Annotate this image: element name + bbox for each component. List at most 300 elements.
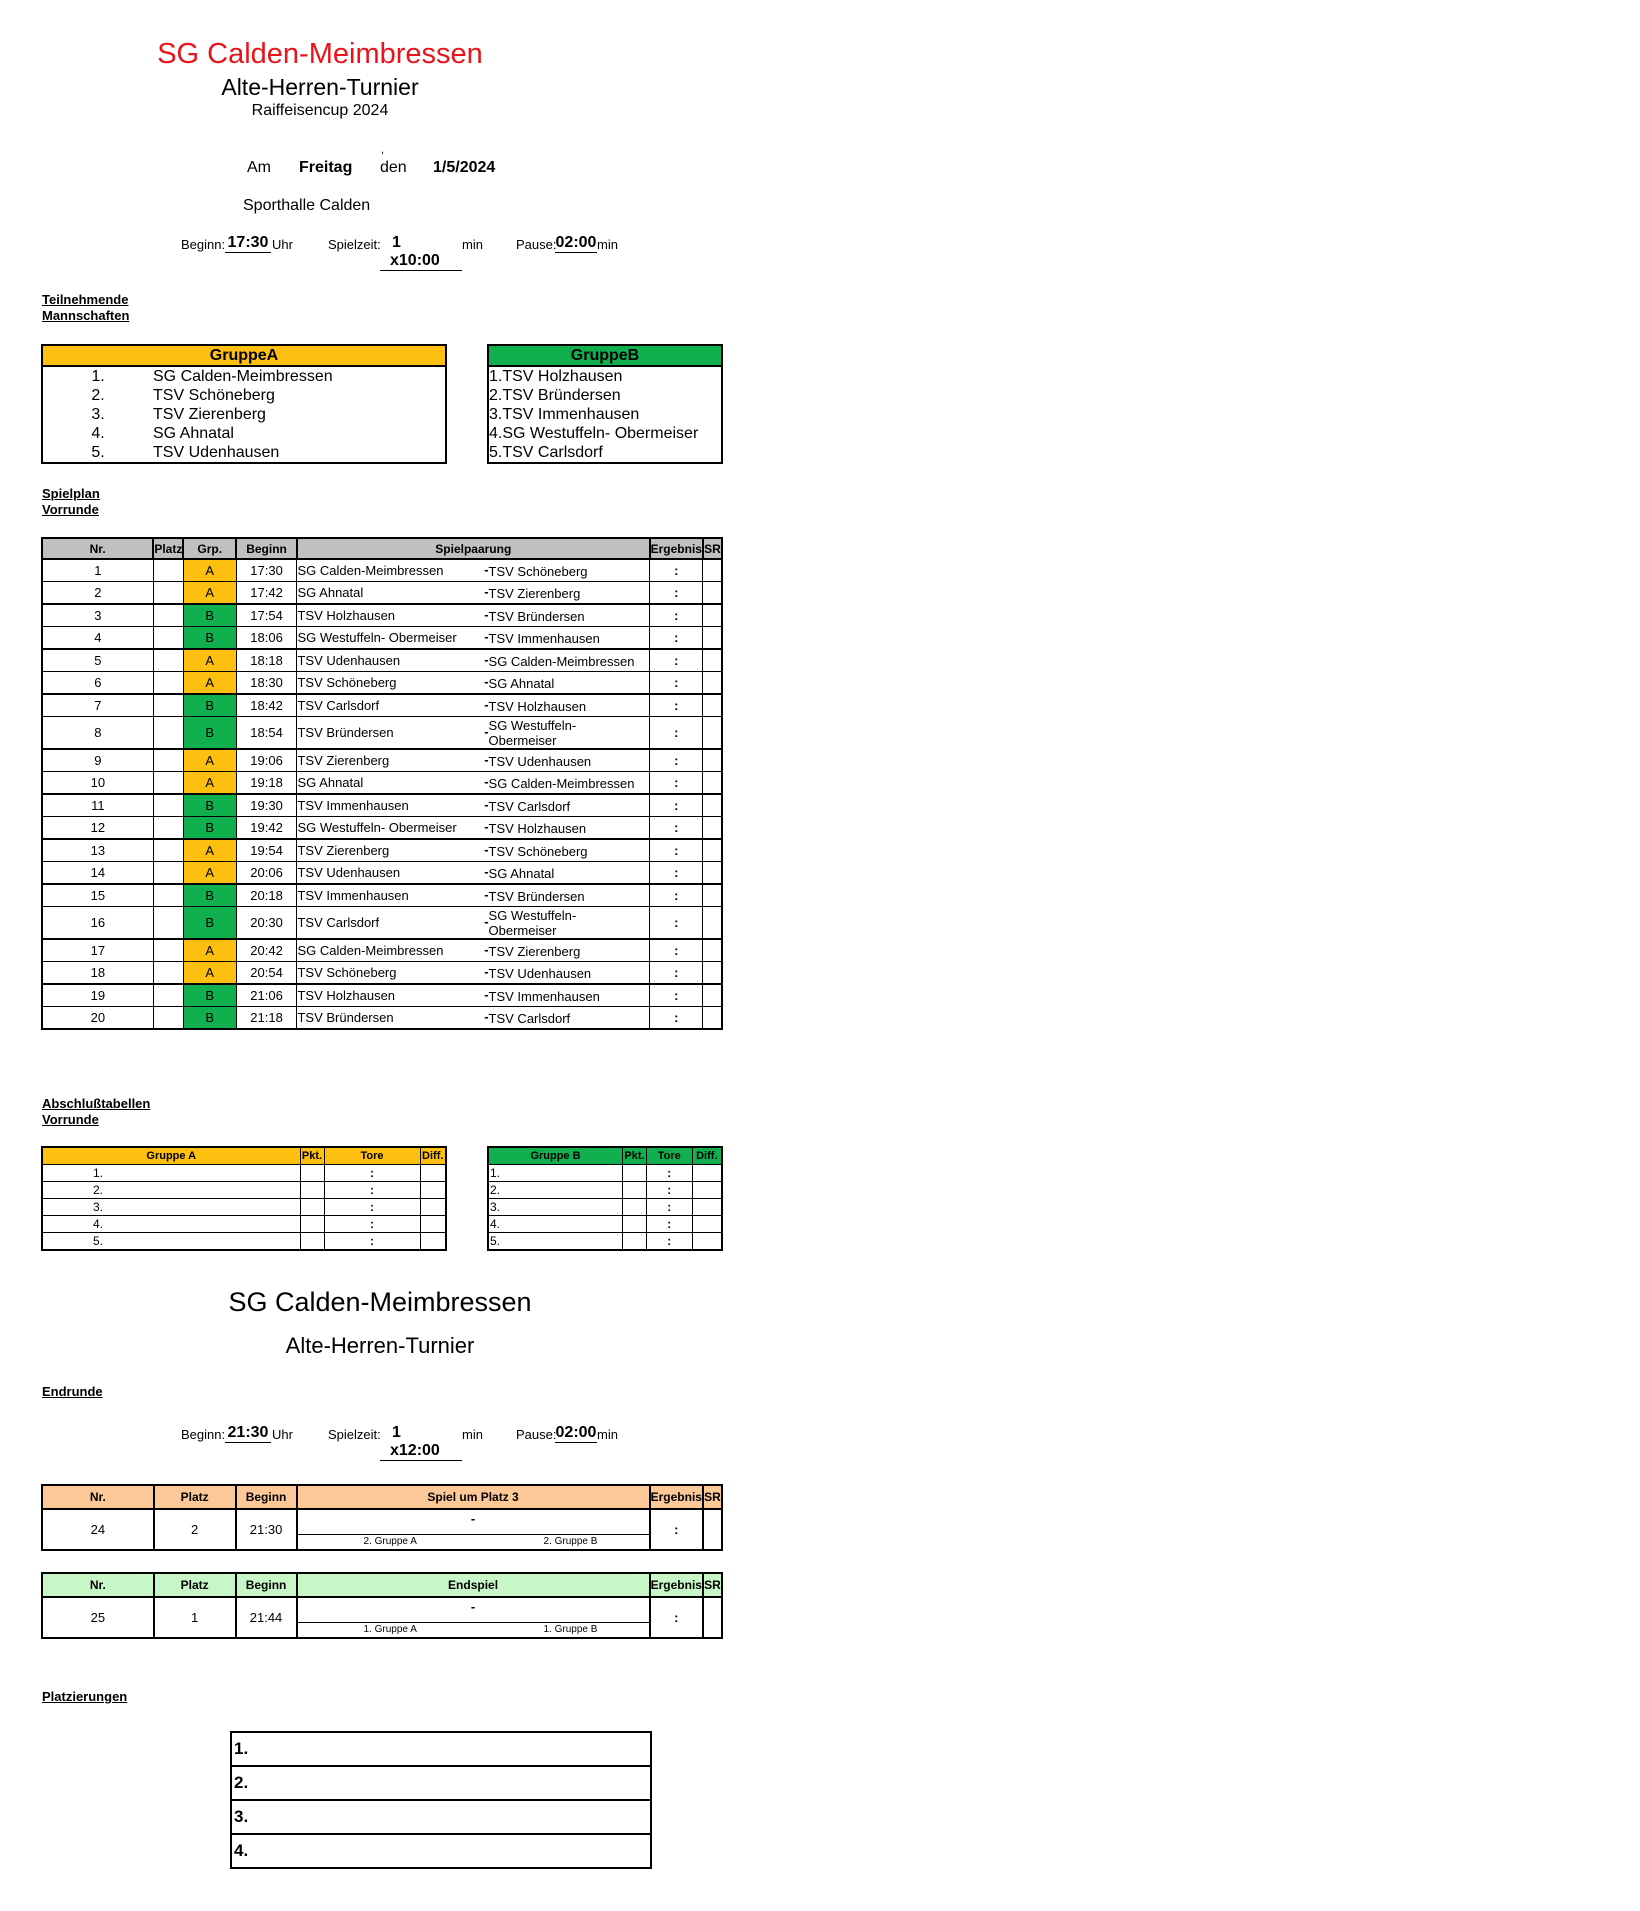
- standings-b-body: [488, 1165, 722, 1251]
- match-sr: [703, 884, 722, 907]
- match-nr: 2: [42, 582, 153, 605]
- match-sr: [703, 794, 722, 817]
- match-group: B: [183, 694, 236, 717]
- away-team-name: TSV Zierenberg: [488, 943, 581, 959]
- begin-time: 17:30: [225, 234, 271, 253]
- match-nr: 13: [42, 839, 153, 862]
- pairing-dash: -: [484, 652, 489, 668]
- away-team-name: TSV Udenhausen: [488, 965, 592, 981]
- standings-diff: [692, 1165, 722, 1182]
- standings-row: [42, 1233, 446, 1251]
- spielplan-heading-1: Spielplan: [42, 486, 100, 501]
- match-platz: [153, 694, 183, 717]
- half-duration: x10:00: [390, 252, 440, 269]
- match-group: B: [183, 604, 236, 627]
- match-away: [484, 749, 649, 772]
- away-team-name: TSV Schöneberg: [488, 843, 588, 859]
- standings-points: [300, 1233, 324, 1251]
- group-a-team: TSV Udenhausen: [153, 443, 280, 461]
- club-title: SG Calden-Meimbressen: [157, 38, 483, 70]
- placements-heading: Platzierungen: [42, 1689, 128, 1704]
- third-sources: [298, 1535, 649, 1549]
- match-nr: 11: [42, 794, 153, 817]
- match-group: B: [183, 1007, 236, 1030]
- group-a-num: 2.: [91, 386, 105, 404]
- match-home: TSV Zierenberg: [297, 839, 488, 862]
- third-place-table: [41, 1484, 723, 1551]
- standings-a-pkt: Pkt.: [300, 1147, 324, 1165]
- cup-title: Raiffeisencup 2024: [251, 102, 389, 119]
- match-time: 18:42: [236, 694, 297, 717]
- end-min-label: min: [462, 1427, 483, 1442]
- standings-row: [42, 1182, 446, 1199]
- schedule-row: [42, 772, 722, 795]
- pairing-dash: -: [484, 723, 489, 739]
- match-platz: [153, 884, 183, 907]
- halves-count: 1: [392, 234, 401, 251]
- standings-points: [300, 1199, 324, 1216]
- away-team-name: TSV Carlsdorf: [488, 798, 571, 814]
- final-col-beginn: Beginn: [236, 1573, 297, 1597]
- match-home: TSV Immenhausen: [297, 884, 488, 907]
- end-begin-label: Beginn:: [181, 1427, 226, 1442]
- match-nr: 20: [42, 1007, 153, 1030]
- group-a-num: 1.: [91, 367, 105, 385]
- standings-rank: 3.: [42, 1199, 300, 1216]
- min-label-2: min: [597, 237, 618, 252]
- match-nr: 17: [42, 939, 153, 962]
- match-result: :: [650, 862, 703, 885]
- standings-goals: :: [646, 1216, 692, 1233]
- end-spielzeit-value: [380, 1424, 462, 1461]
- match-time: 21:18: [236, 1007, 297, 1030]
- comma-mark: ,: [381, 144, 385, 156]
- match-platz: [153, 839, 183, 862]
- end-min-label-2: min: [597, 1427, 618, 1442]
- standings-goals: :: [324, 1216, 420, 1233]
- match-platz: [153, 862, 183, 885]
- standings-row: [42, 1216, 446, 1233]
- away-team-name: SG Ahnatal: [488, 865, 555, 881]
- final-pairing: [297, 1597, 650, 1638]
- match-sr: [703, 772, 722, 795]
- standings-diff: [420, 1165, 446, 1182]
- schedule-row: [42, 604, 722, 627]
- match-platz: [153, 627, 183, 650]
- match-time: 18:06: [236, 627, 297, 650]
- away-team-name: TSV Holzhausen: [488, 820, 587, 836]
- group-a-num: 5.: [91, 443, 105, 461]
- col-ergebnis: Ergebnis: [650, 538, 703, 559]
- pause-label: Pause:: [516, 237, 557, 252]
- match-home: TSV Holzhausen: [297, 604, 488, 627]
- match-group: A: [183, 649, 236, 672]
- page2-club-title: SG Calden-Meimbressen: [228, 1287, 532, 1317]
- match-sr: [703, 649, 722, 672]
- match-away: [484, 862, 649, 885]
- match-home: SG Ahnatal: [297, 772, 488, 795]
- pairing-dash: -: [484, 584, 489, 600]
- standings-diff: [420, 1199, 446, 1216]
- match-time: 20:42: [236, 939, 297, 962]
- match-platz: [153, 907, 183, 940]
- final-sr: [703, 1597, 722, 1638]
- placement-row: 4.: [231, 1834, 651, 1868]
- match-away: [484, 839, 649, 862]
- end-begin-time: 21:30: [225, 1424, 271, 1443]
- match-nr: 5: [42, 649, 153, 672]
- schedule-row: [42, 984, 722, 1007]
- match-platz: [153, 604, 183, 627]
- third-result: :: [650, 1509, 703, 1550]
- match-result: :: [650, 649, 703, 672]
- match-time: 17:42: [236, 582, 297, 605]
- standings-a-body: [42, 1165, 446, 1251]
- match-time: 20:06: [236, 862, 297, 885]
- group-b-title: GruppeB: [488, 345, 722, 366]
- standings-group-a: [41, 1146, 447, 1251]
- final-nr: 25: [42, 1597, 154, 1638]
- match-away: [484, 604, 649, 627]
- group-b-num: 2.: [489, 386, 503, 404]
- schedule-row: [42, 939, 722, 962]
- match-nr: 18: [42, 962, 153, 985]
- match-nr: 4: [42, 627, 153, 650]
- match-result: :: [650, 984, 703, 1007]
- final-col-nr: Nr.: [42, 1573, 154, 1597]
- standings-diff: [692, 1233, 722, 1251]
- col-beginn: Beginn: [236, 538, 297, 559]
- standings-row: [488, 1216, 722, 1233]
- match-result: :: [650, 627, 703, 650]
- match-group: A: [183, 962, 236, 985]
- group-a-team: SG Calden-Meimbressen: [153, 367, 333, 385]
- pairing-dash: -: [484, 629, 489, 645]
- match-nr: 16: [42, 907, 153, 940]
- standings-points: [623, 1182, 647, 1199]
- group-b-list: [487, 344, 723, 464]
- match-result: :: [650, 604, 703, 627]
- standings-goals: :: [324, 1199, 420, 1216]
- match-home: TSV Udenhausen: [297, 862, 488, 885]
- third-col-sr: SR: [703, 1485, 722, 1509]
- pairing-dash: -: [484, 774, 489, 790]
- col-nr: Nr.: [42, 538, 153, 559]
- match-away: [484, 884, 649, 907]
- match-sr: [703, 672, 722, 695]
- match-platz: [153, 817, 183, 840]
- match-nr: 8: [42, 717, 153, 750]
- standings-goals: :: [324, 1182, 420, 1199]
- placement-row: 1.: [231, 1732, 651, 1766]
- match-away: [484, 772, 649, 795]
- match-sr: [703, 962, 722, 985]
- pairing-dash: -: [484, 842, 489, 858]
- tournament-title: Alte-Herren-Turnier: [221, 74, 419, 100]
- match-group: B: [183, 794, 236, 817]
- schedule-row: [42, 962, 722, 985]
- match-away: [484, 794, 649, 817]
- match-home: TSV Immenhausen: [297, 794, 488, 817]
- match-platz: [153, 794, 183, 817]
- third-col-ergebnis: Ergebnis: [650, 1485, 703, 1509]
- spielplan-heading-2: Vorrunde: [42, 502, 99, 517]
- standings-rank: 3.: [488, 1199, 623, 1216]
- col-sr: SR: [703, 538, 722, 559]
- match-time: 17:54: [236, 604, 297, 627]
- group-a-num: 3.: [91, 405, 105, 423]
- standings-rank: 4.: [488, 1216, 623, 1233]
- match-time: 18:18: [236, 649, 297, 672]
- away-team-name: TSV Udenhausen: [488, 753, 592, 769]
- standings-rank: 1.: [488, 1165, 623, 1182]
- third-time: 21:30: [236, 1509, 297, 1550]
- standings-row: [42, 1199, 446, 1216]
- match-nr: 7: [42, 694, 153, 717]
- match-sr: [703, 817, 722, 840]
- col-grp: Grp.: [183, 538, 236, 559]
- pause-time: 02:00: [555, 234, 597, 251]
- match-nr: 14: [42, 862, 153, 885]
- end-spielzeit-label: Spielzeit:: [328, 1427, 381, 1442]
- teams-heading-1: Teilnehmende: [42, 292, 129, 307]
- match-platz: [153, 749, 183, 772]
- schedule-row: [42, 582, 722, 605]
- standings-a-tore: Tore: [324, 1147, 420, 1165]
- match-home: TSV Holzhausen: [297, 984, 488, 1007]
- group-a-list: [41, 344, 447, 464]
- match-away: [484, 1007, 649, 1030]
- third-sr: [703, 1509, 722, 1550]
- standings-diff: [420, 1182, 446, 1199]
- match-time: 20:30: [236, 907, 297, 940]
- match-time: 18:54: [236, 717, 297, 750]
- match-nr: 1: [42, 559, 153, 582]
- match-time: 20:18: [236, 884, 297, 907]
- final-col-platz: Platz: [154, 1573, 236, 1597]
- match-result: :: [650, 582, 703, 605]
- match-group: B: [183, 907, 236, 940]
- match-time: 19:06: [236, 749, 297, 772]
- spielzeit-label: Spielzeit:: [328, 237, 381, 252]
- final-col-ergebnis: Ergebnis: [650, 1573, 703, 1597]
- schedule-row: [42, 1007, 722, 1030]
- end-uhr-label: Uhr: [272, 1427, 293, 1442]
- date-value: 1/5/2024: [433, 159, 496, 176]
- match-home: TSV Udenhausen: [297, 649, 488, 672]
- match-sr: [703, 939, 722, 962]
- match-nr: 19: [42, 984, 153, 1007]
- placement-row: 3.: [231, 1800, 651, 1834]
- match-time: 19:54: [236, 839, 297, 862]
- end-half-duration: x12:00: [390, 1442, 440, 1459]
- standings-goals: :: [646, 1182, 692, 1199]
- standings-a-diff: Diff.: [420, 1147, 446, 1165]
- away-team-name: TSV Immenhausen: [488, 630, 600, 646]
- match-away: [484, 649, 649, 672]
- schedule-row: [42, 817, 722, 840]
- placement-row: 2.: [231, 1766, 651, 1800]
- match-away: [484, 672, 649, 695]
- match-nr: 9: [42, 749, 153, 772]
- final-dash: -: [298, 1598, 649, 1623]
- final-sources: [298, 1623, 649, 1637]
- group-b-num: 3.: [489, 405, 503, 423]
- match-away: [484, 907, 649, 940]
- group-b-team: SG Westuffeln- Obermeiser: [502, 424, 699, 442]
- match-time: 19:42: [236, 817, 297, 840]
- schedule-row: [42, 862, 722, 885]
- match-sr: [703, 627, 722, 650]
- match-platz: [153, 649, 183, 672]
- group-b-team: TSV Holzhausen: [502, 367, 623, 385]
- match-sr: [703, 582, 722, 605]
- end-pause-time: 02:00: [555, 1424, 597, 1441]
- match-home: SG Calden-Meimbressen: [297, 939, 488, 962]
- group-a-team: TSV Zierenberg: [153, 405, 266, 423]
- match-home: TSV Bründersen: [297, 1007, 488, 1030]
- standings-goals: :: [324, 1233, 420, 1251]
- match-away: [484, 984, 649, 1007]
- match-home: SG Westuffeln- Obermeiser: [297, 817, 488, 840]
- schedule-row: [42, 672, 722, 695]
- end-pause-label: Pause:: [516, 1427, 557, 1442]
- match-result: :: [650, 749, 703, 772]
- match-group: A: [183, 939, 236, 962]
- standings-points: [623, 1165, 647, 1182]
- match-platz: [153, 717, 183, 750]
- pairing-dash: -: [484, 819, 489, 835]
- match-group: A: [183, 749, 236, 772]
- match-platz: [153, 582, 183, 605]
- away-team-name: TSV Zierenberg: [488, 585, 581, 601]
- match-platz: [153, 772, 183, 795]
- uhr-label: Uhr: [272, 237, 293, 252]
- standings-b-title: Gruppe B: [488, 1147, 623, 1165]
- standings-rank: 5.: [488, 1233, 623, 1251]
- match-group: A: [183, 772, 236, 795]
- standings-goals: :: [646, 1233, 692, 1251]
- away-team-name: SG Westuffeln- Obermeiser: [488, 907, 577, 938]
- end-halves-count: 1: [392, 1424, 401, 1441]
- match-home: TSV Zierenberg: [297, 749, 488, 772]
- match-home: TSV Bründersen: [297, 717, 488, 750]
- final-col-sr: SR: [703, 1573, 722, 1597]
- match-result: :: [650, 907, 703, 940]
- min-label: min: [462, 237, 483, 252]
- away-team-name: SG Calden-Meimbressen: [488, 775, 635, 791]
- match-away: [484, 582, 649, 605]
- schedule-row: [42, 694, 722, 717]
- pairing-dash: -: [484, 942, 489, 958]
- third-dash: -: [298, 1510, 649, 1535]
- tables-heading-2: Vorrunde: [42, 1112, 99, 1127]
- pairing-dash: -: [484, 562, 489, 578]
- match-group: B: [183, 627, 236, 650]
- third-col-beginn: Beginn: [236, 1485, 297, 1509]
- group-a-num: 4.: [91, 424, 105, 442]
- schedule-row: [42, 717, 722, 750]
- group-b-team: TSV Immenhausen: [502, 405, 640, 423]
- pairing-dash: -: [484, 964, 489, 980]
- match-sr: [703, 1007, 722, 1030]
- match-sr: [703, 907, 722, 940]
- match-away: [484, 962, 649, 985]
- col-spielpaarung: Spielpaarung: [297, 538, 650, 559]
- page2-tournament-title: Alte-Herren-Turnier: [285, 1333, 475, 1358]
- final-platz: 1: [154, 1597, 236, 1638]
- schedule-row: [42, 649, 722, 672]
- match-platz: [153, 939, 183, 962]
- standings-points: [623, 1199, 647, 1216]
- match-sr: [703, 749, 722, 772]
- final-time: 21:44: [236, 1597, 297, 1638]
- standings-a-title: Gruppe A: [42, 1147, 300, 1165]
- placements-table: [230, 1731, 652, 1869]
- group-b-num: 5.: [489, 443, 503, 461]
- match-result: :: [650, 672, 703, 695]
- standings-rank: 2.: [488, 1182, 623, 1199]
- match-nr: 10: [42, 772, 153, 795]
- venue: Sporthalle Calden: [243, 197, 371, 214]
- spielzeit-value: [380, 234, 462, 271]
- third-col-platz: Platz: [154, 1485, 236, 1509]
- away-team-name: TSV Holzhausen: [488, 698, 587, 714]
- endrunde-heading: Endrunde: [42, 1384, 103, 1399]
- third-away-source: 2. Gruppe B: [543, 1536, 598, 1547]
- standings-row: [488, 1165, 722, 1182]
- match-sr: [703, 862, 722, 885]
- match-group: B: [183, 817, 236, 840]
- match-group: A: [183, 862, 236, 885]
- match-result: :: [650, 839, 703, 862]
- standings-row: [42, 1165, 446, 1182]
- pairing-dash: -: [484, 607, 489, 623]
- schedule-row: [42, 907, 722, 940]
- match-result: :: [650, 962, 703, 985]
- pairing-dash: -: [484, 752, 489, 768]
- match-result: :: [650, 694, 703, 717]
- match-away: [484, 559, 649, 582]
- match-away: [484, 694, 649, 717]
- standings-group-b: [487, 1146, 723, 1251]
- standings-points: [300, 1165, 324, 1182]
- third-home-source: 2. Gruppe A: [363, 1536, 417, 1547]
- final-home-source: 1. Gruppe A: [363, 1624, 417, 1635]
- match-result: :: [650, 559, 703, 582]
- group-a-team: SG Ahnatal: [153, 424, 234, 442]
- match-away: [484, 717, 649, 750]
- match-nr: 6: [42, 672, 153, 695]
- match-home: SG Westuffeln- Obermeiser: [297, 627, 488, 650]
- match-time: 20:54: [236, 962, 297, 985]
- standings-points: [623, 1233, 647, 1251]
- match-sr: [703, 984, 722, 1007]
- away-team-name: TSV Immenhausen: [488, 988, 600, 1004]
- schedule-table: [41, 537, 723, 1030]
- standings-row: [488, 1182, 722, 1199]
- match-sr: [703, 839, 722, 862]
- match-time: 17:30: [236, 559, 297, 582]
- third-pairing: [297, 1509, 650, 1550]
- standings-b-diff: Diff.: [692, 1147, 722, 1165]
- match-nr: 15: [42, 884, 153, 907]
- standings-points: [300, 1182, 324, 1199]
- final-col-title: Endspiel: [297, 1573, 650, 1597]
- group-a-team: TSV Schöneberg: [153, 386, 275, 404]
- standings-goals: :: [646, 1165, 692, 1182]
- match-sr: [703, 717, 722, 750]
